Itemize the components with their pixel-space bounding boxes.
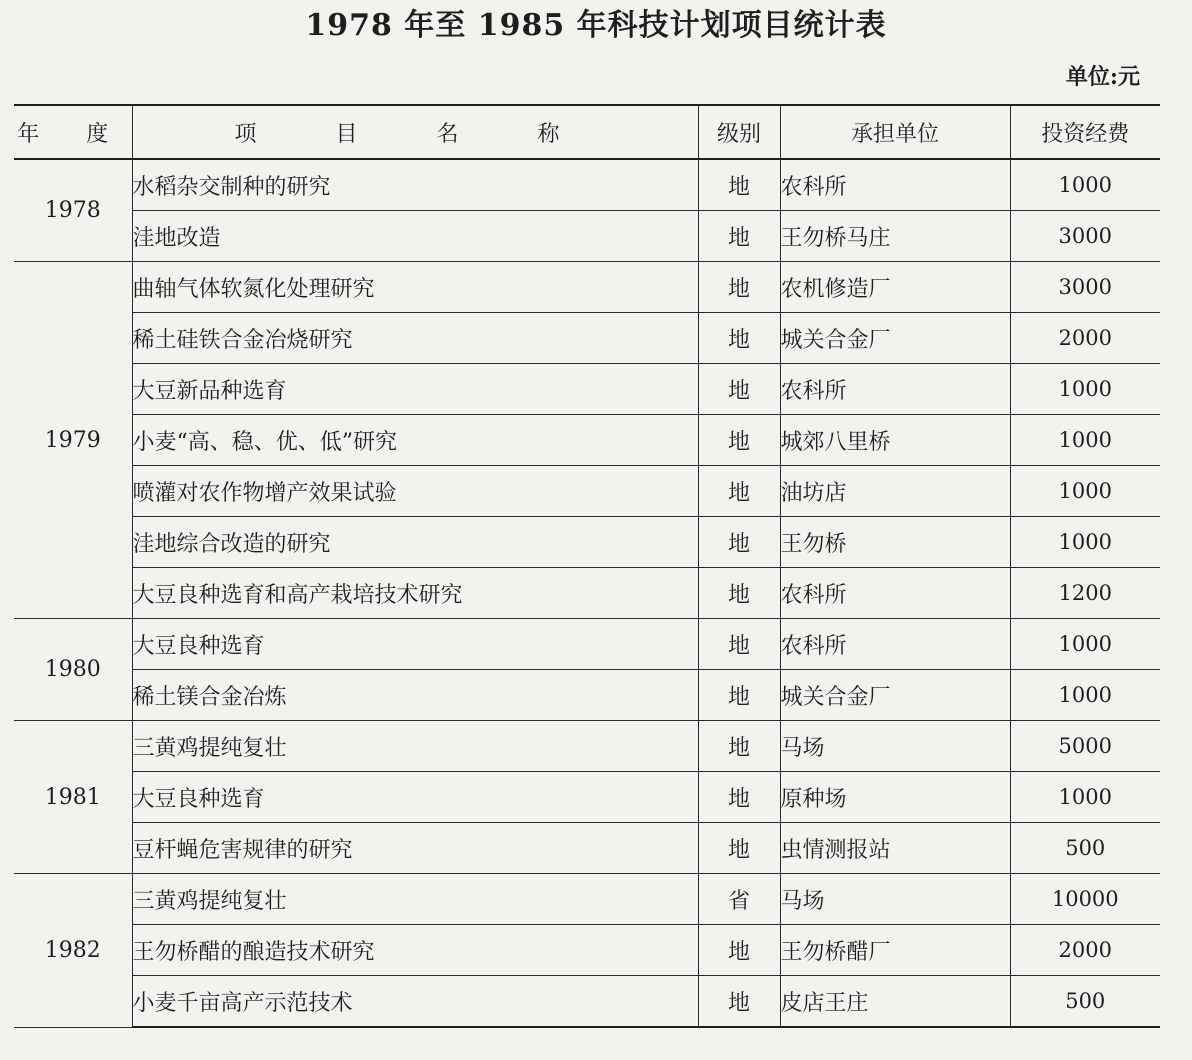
project-name-cell: 稀土硅铁合金冶烧研究 <box>132 313 698 364</box>
level-cell: 地 <box>698 159 780 211</box>
unit-cell: 农科所 <box>780 159 1010 211</box>
table-row <box>14 925 1160 976</box>
table-row <box>14 415 1160 466</box>
table-row <box>14 670 1160 721</box>
unit-cell: 城关合金厂 <box>780 670 1010 721</box>
document-title: 1978 年至 1985 年科技计划项目统计表 <box>305 8 887 43</box>
project-name-cell: 小麦千亩高产示范技术 <box>132 976 698 1028</box>
unit-cell: 农机修造厂 <box>780 262 1010 313</box>
year-cell: 1979 <box>14 262 132 619</box>
level-cell: 地 <box>698 415 780 466</box>
fund-cell: 1000 <box>1010 619 1160 670</box>
year-cell: 1978 <box>14 159 132 262</box>
unit-cell: 王勿桥 <box>780 517 1010 568</box>
table-row <box>14 313 1160 364</box>
header-year: 年 度 <box>14 105 132 159</box>
project-name-cell: 大豆良种选育 <box>132 772 698 823</box>
fund-cell: 10000 <box>1010 874 1160 925</box>
unit-cell: 农科所 <box>780 364 1010 415</box>
fund-cell: 2000 <box>1010 313 1160 364</box>
header-unit: 承担单位 <box>780 105 1010 159</box>
table-row <box>14 211 1160 262</box>
unit-label: 单位:元 <box>1065 64 1140 90</box>
unit-cell: 农科所 <box>780 619 1010 670</box>
level-cell: 省 <box>698 874 780 925</box>
unit-cell: 原种场 <box>780 772 1010 823</box>
project-statistics-table <box>14 104 1160 1028</box>
fund-cell: 1000 <box>1010 670 1160 721</box>
fund-cell: 1000 <box>1010 159 1160 211</box>
project-name-cell: 喷灌对农作物增产效果试验 <box>132 466 698 517</box>
fund-cell: 1000 <box>1010 415 1160 466</box>
unit-cell: 城郊八里桥 <box>780 415 1010 466</box>
header-fund: 投资经费 <box>1010 105 1160 159</box>
project-name-cell: 三黄鸡提纯复壮 <box>132 874 698 925</box>
fund-cell: 1200 <box>1010 568 1160 619</box>
level-cell: 地 <box>698 466 780 517</box>
year-cell: 1980 <box>14 619 132 721</box>
fund-cell: 5000 <box>1010 721 1160 772</box>
table-row <box>14 466 1160 517</box>
table-row <box>14 262 1160 313</box>
project-name-cell: 洼地综合改造的研究 <box>132 517 698 568</box>
unit-cell: 王勿桥醋厂 <box>780 925 1010 976</box>
project-name-cell: 王勿桥醋的酿造技术研究 <box>132 925 698 976</box>
project-name-cell: 曲轴气体软氮化处理研究 <box>132 262 698 313</box>
level-cell: 地 <box>698 517 780 568</box>
table-row <box>14 364 1160 415</box>
project-name-cell: 小麦“高、稳、优、低”研究 <box>132 415 698 466</box>
project-name-cell: 大豆良种选育和高产栽培技术研究 <box>132 568 698 619</box>
fund-cell: 500 <box>1010 976 1160 1028</box>
level-cell: 地 <box>698 823 780 874</box>
header-level: 级别 <box>698 105 780 159</box>
project-name-cell: 大豆新品种选育 <box>132 364 698 415</box>
table-row <box>14 721 1160 772</box>
fund-cell: 3000 <box>1010 211 1160 262</box>
table-row <box>14 517 1160 568</box>
project-name-cell: 三黄鸡提纯复壮 <box>132 721 698 772</box>
level-cell: 地 <box>698 211 780 262</box>
header-project-name: 项 目 名 称 <box>132 105 698 159</box>
project-name-cell: 豆杆蝇危害规律的研究 <box>132 823 698 874</box>
unit-cell: 马场 <box>780 874 1010 925</box>
unit-cell: 城关合金厂 <box>780 313 1010 364</box>
project-name-cell: 洼地改造 <box>132 211 698 262</box>
level-cell: 地 <box>698 670 780 721</box>
table-row <box>14 159 1160 211</box>
year-cell: 1982 <box>14 874 132 1028</box>
level-cell: 地 <box>698 619 780 670</box>
header-row <box>14 105 1160 159</box>
level-cell: 地 <box>698 721 780 772</box>
level-cell: 地 <box>698 568 780 619</box>
table-row <box>14 619 1160 670</box>
unit-cell: 王勿桥马庄 <box>780 211 1010 262</box>
table-row <box>14 772 1160 823</box>
level-cell: 地 <box>698 925 780 976</box>
unit-cell: 油坊店 <box>780 466 1010 517</box>
unit-cell: 马场 <box>780 721 1010 772</box>
fund-cell: 1000 <box>1010 772 1160 823</box>
fund-cell: 500 <box>1010 823 1160 874</box>
table-row <box>14 823 1160 874</box>
year-cell: 1981 <box>14 721 132 874</box>
unit-cell: 虫情测报站 <box>780 823 1010 874</box>
table-header <box>14 105 1160 159</box>
unit-cell: 皮店王庄 <box>780 976 1010 1028</box>
fund-cell: 1000 <box>1010 517 1160 568</box>
fund-cell: 1000 <box>1010 466 1160 517</box>
table-body <box>14 159 1160 1027</box>
level-cell: 地 <box>698 976 780 1028</box>
table-row <box>14 874 1160 925</box>
table-row <box>14 976 1160 1028</box>
fund-cell: 3000 <box>1010 262 1160 313</box>
project-name-cell: 大豆良种选育 <box>132 619 698 670</box>
unit-cell: 农科所 <box>780 568 1010 619</box>
fund-cell: 2000 <box>1010 925 1160 976</box>
level-cell: 地 <box>698 313 780 364</box>
level-cell: 地 <box>698 262 780 313</box>
project-name-cell: 水稻杂交制种的研究 <box>132 159 698 211</box>
level-cell: 地 <box>698 364 780 415</box>
fund-cell: 1000 <box>1010 364 1160 415</box>
level-cell: 地 <box>698 772 780 823</box>
project-name-cell: 稀土镁合金冶炼 <box>132 670 698 721</box>
table-row <box>14 568 1160 619</box>
